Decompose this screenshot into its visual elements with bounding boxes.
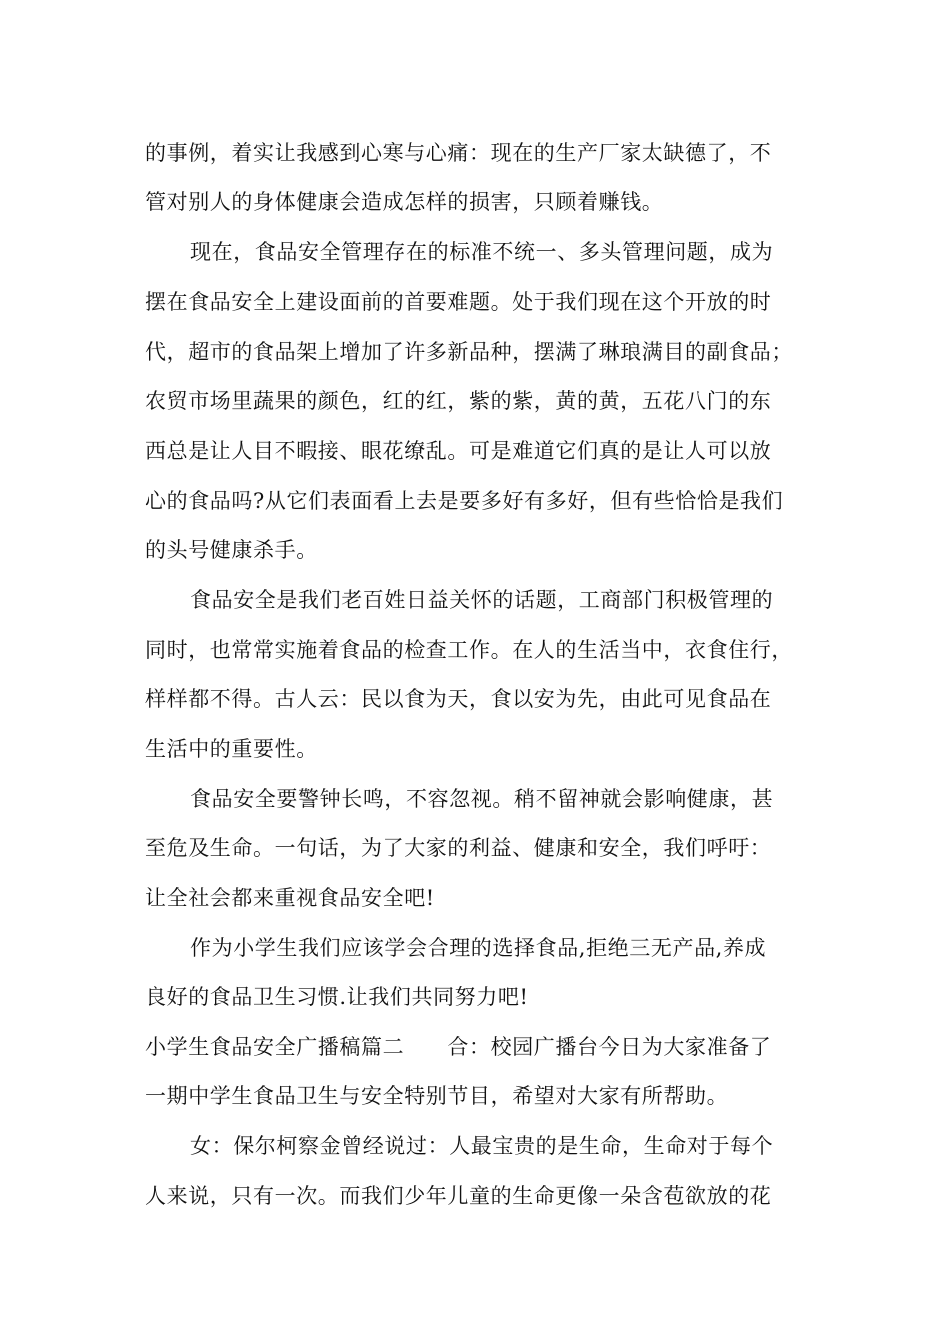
text-line: 至危及生命。一句话，为了大家的利益、健康和安全，我们呼吁： (145, 836, 772, 860)
text-line: 女：保尔柯察金曾经说过：人最宝贵的是生命，生命对于每个 (190, 1134, 774, 1158)
text-line: 摆在食品安全上建设面前的首要难题。处于我们现在这个开放的时 (145, 290, 772, 314)
text-line: 食品安全是我们老百姓日益关怀的话题，工商部门积极管理的 (190, 588, 774, 612)
text-line: 人来说，只有一次。而我们少年儿童的生命更像一朵含苞欲放的花 (145, 1184, 772, 1208)
text-line: 的头号健康杀手。 (145, 538, 318, 562)
text-line: 一期中学生食品卫生与安全特别节目，希望对大家有所帮助。 (145, 1084, 729, 1108)
section-heading-line: 小学生食品安全广播稿篇二 合：校园广播台今日为大家准备了 (145, 1035, 772, 1059)
text-line: 农贸市场里蔬果的颜色，红的红，紫的紫，黄的黄，五花八门的东 (145, 389, 772, 413)
text-line: 心的食品吗?从它们表面看上去是要多好有多好，但有些恰恰是我们 (145, 489, 784, 513)
text-line: 的事例，着实让我感到心寒与心痛：现在的生产厂家太缺德了，不 (145, 141, 772, 165)
text-line: 良好的食品卫生习惯.让我们共同努力吧! (145, 985, 529, 1009)
text-line: 西总是让人目不暇接、眼花缭乱。可是难道它们真的是让人可以放 (145, 439, 772, 463)
text-line: 样样都不得。古人云：民以食为天，食以安为先，由此可见食品在 (145, 687, 772, 711)
text-line: 作为小学生我们应该学会合理的选择食品,拒绝三无产品,养成 (190, 936, 767, 960)
text-line: 代，超市的食品架上增加了许多新品种，摆满了琳琅满目的副食品； (145, 340, 793, 364)
text-line: 管对别人的身体健康会造成怎样的损害，只顾着赚钱。 (145, 190, 664, 214)
text-line: 生活中的重要性。 (145, 737, 318, 761)
text-line: 现在，食品安全管理存在的标准不统一、多头管理问题，成为 (190, 240, 774, 264)
text-line: 食品安全要警钟长鸣，不容忽视。稍不留神就会影响健康，甚 (190, 787, 774, 811)
text-line: 让全社会都来重视食品安全吧! (145, 886, 435, 910)
text-line: 同时，也常常实施着食品的检查工作。在人的生活当中，衣食住行， (145, 638, 793, 662)
